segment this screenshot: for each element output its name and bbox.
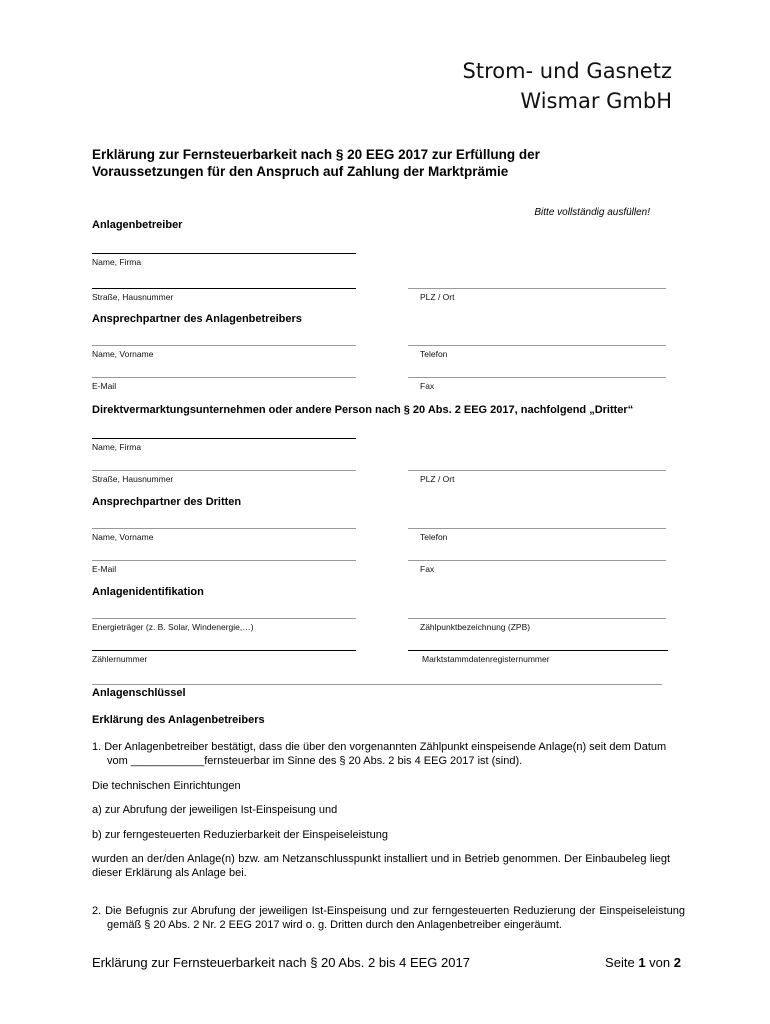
title-line2: Voraussetzungen für den Anspruch auf Zahlung der Marktprämie [92,164,509,179]
page-prefix: Seite [605,955,635,970]
zpb-field[interactable] [408,618,666,619]
third-city-label: PLZ / Ort [420,474,455,484]
third-contact-name-label: Name, Vorname [92,532,154,542]
operator-name-label: Name, Firma [92,257,142,267]
operator-contact-phone-field[interactable] [408,345,666,346]
energy-source-label: Energieträger (z. B. Solar, Windenergie,…) [92,622,254,632]
page-total: 2 [673,955,681,970]
operator-city-label: PLZ / Ort [420,292,455,302]
third-name-field[interactable] [92,438,356,439]
declaration-paragraph-6: 2. Die Befugnis zur Abrufung der jeweiligen Ist-Einspeisung und zur ferngesteuerten Reduzierung der Einspeiseleistung gemäß § 20 Abs. 2 Nr. 2 EEG 2017 wird o. g. Dritten durch den Anlagenbetreiber eingeräumt. [92,905,685,931]
operator-contact-fax-field[interactable] [408,377,666,378]
operator-contact-fax-label: Fax [420,381,435,391]
declaration-item-b: b) zur ferngesteuerten Reduzierbarkeit der Einspeiseleistung [92,829,388,841]
third-street-label: Straße, Hausnummer [92,474,174,484]
third-contact-email-label: E-Mail [92,564,117,574]
footer-title: Erklärung zur Fernsteuerbarkeit nach § 20 Abs. 2 bis 4 EEG 2017 [92,955,470,970]
operator-city-field[interactable] [408,288,666,289]
plant-key-field[interactable] [92,684,662,685]
third-street-field[interactable] [92,470,356,471]
third-city-field[interactable] [408,470,666,471]
declaration-paragraph-5: wurden an der/den Anlage(n) bzw. am Netzanschlusspunkt installiert und in Betrieb genommen. Der Einbaubeleg liegt dieser Erklärung als Anlage bei. [92,853,670,879]
operator-contact-heading: Ansprechpartner des Anlagenbetreibers [92,313,302,325]
declaration-heading: Erklärung des Anlagenbetreibers [92,714,265,726]
declaration-item-a: a) zur Abrufung der jeweiligen Ist-Einspeisung und [92,804,338,816]
third-name-label: Name, Firma [92,442,142,452]
operator-contact-phone-label: Telefon [420,349,448,359]
operator-name-field[interactable] [92,253,356,254]
title-line1: Erklärung zur Fernsteuerbarkeit nach § 20 EEG 2017 zur Erfüllung der [92,147,540,162]
meter-number-field[interactable] [92,650,356,651]
third-heading: Direktvermarktungsunternehmen oder andere Person nach § 20 Abs. 2 EEG 2017, nachfolgend „Dritter“ [92,404,634,416]
mastr-number-label: Marktstammdatenregisternummer [422,654,550,664]
plant-heading: Anlagenidentifikation [92,586,204,598]
page-number [605,955,681,970]
company-name-line2: Wismar GmbH [520,89,672,113]
third-contact-name-field[interactable] [92,528,356,529]
company-name-line1: Strom- und Gasnetz [462,59,672,83]
third-contact-fax-label: Fax [420,564,435,574]
mastr-number-field[interactable] [408,650,668,651]
plant-key-label: Anlagenschlüssel [92,687,186,699]
operator-contact-name-label: Name, Vorname [92,349,154,359]
document-title [92,146,682,180]
zpb-label: Zählpunktbezeichnung (ZPB) [420,622,531,632]
operator-contact-name-field[interactable] [92,345,356,346]
declaration-paragraph-2: Die technischen Einrichtungen [92,780,241,792]
page-current: 1 [638,955,646,970]
declaration-paragraph-1: 1. Der Anlagenbetreiber bestätigt, dass die über den vorgenannten Zählpunkt einspeisende Anlage(n) seit dem Datum vom ____________fernsteuerbar im Sinne des § 20 Abs. 2 bis 4 EEG 2017 ist (sind). [92,741,667,767]
operator-contact-email-field[interactable] [92,377,356,378]
energy-source-field[interactable] [92,618,356,619]
operator-heading: Anlagenbetreiber [92,219,183,231]
meter-number-label: Zählernummer [92,654,148,664]
operator-contact-email-label: E-Mail [92,381,117,391]
third-contact-heading: Ansprechpartner des Dritten [92,496,242,508]
page-separator: von [649,955,671,970]
third-contact-phone-field[interactable] [408,528,666,529]
operator-street-field[interactable] [92,288,356,289]
third-contact-fax-field[interactable] [408,560,666,561]
operator-street-label: Straße, Hausnummer [92,292,174,302]
third-contact-phone-label: Telefon [420,532,448,542]
third-contact-email-field[interactable] [92,560,356,561]
fill-hint: Bitte vollständig ausfüllen! [534,207,650,218]
